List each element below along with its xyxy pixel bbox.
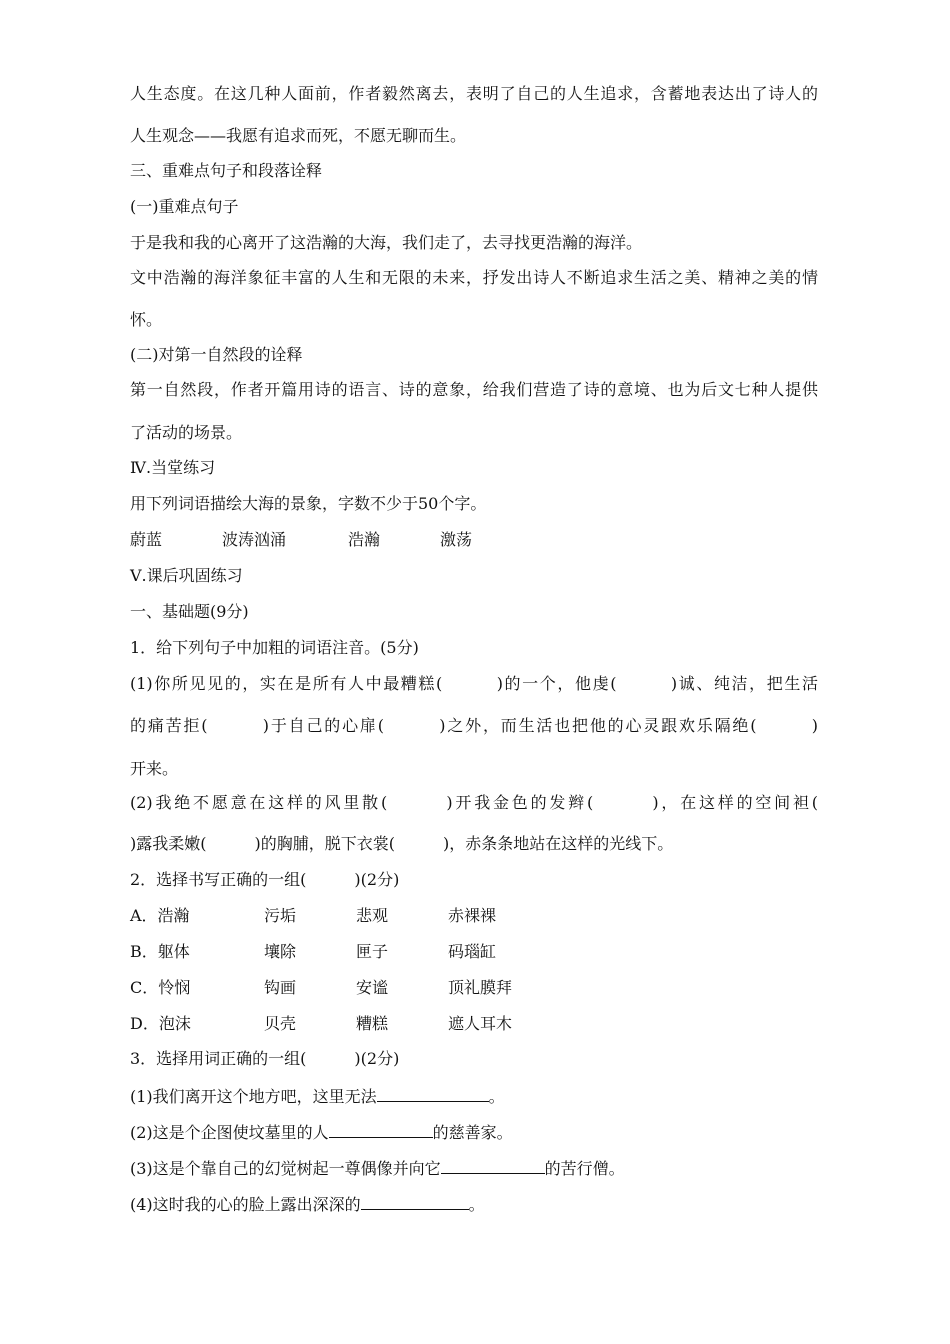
blank-prefix: (4)这时我的心的脸上露出深深的 [130,1195,361,1214]
paragraph-line: 怀。 [130,310,163,329]
question-line: (2)我绝不愿意在这样的风里散( )开我金色的发辫( )，在这样的空间袒( [130,793,818,812]
option-word: 码瑙缸 [448,942,497,961]
option-word: 糟糕 [356,1014,389,1033]
section-heading: 三、重难点句子和段落诠释 [130,161,323,180]
option-word: 匣子 [356,942,389,961]
blank-prefix: (3)这是个靠自己的幻觉树起一尊偶像并向它 [130,1159,441,1178]
exercise-task: 用下列词语描绘大海的景象，字数不少于50个字。 [130,494,487,513]
fill-blank-line [130,1157,625,1179]
option-word: 钩画 [264,978,297,997]
paragraph-line: 了活动的场景。 [130,423,243,442]
question-line: 开来。 [130,759,179,778]
option-label: C．怜悯 [130,978,191,997]
blank-suffix: 的苦行僧。 [544,1159,625,1178]
question-line: 的痛苦拒( )于自己的心扉( )之外，而生活也把他的心灵跟欢乐隔绝( ) [130,716,818,735]
fill-blank-line [130,1193,485,1215]
word-item: 蔚蓝 [130,530,163,549]
paragraph-line: 文中浩瀚的海洋象征丰富的人生和无限的未来，抒发出诗人不断追求生活之美、精神之美的情 [130,268,818,287]
key-sentence: 于是我和我的心离开了这浩瀚的大海，我们走了，去寻找更浩瀚的海洋。 [130,233,643,252]
blank-suffix: 。 [468,1195,485,1214]
question-title: 1．给下列句子中加粗的词语注音。(5分) [130,638,419,657]
blank-prefix: (1)我们离开这个地方吧，这里无法 [130,1087,377,1106]
fill-blank-line [130,1085,505,1107]
option-word: 赤裸裸 [448,906,497,925]
blank-suffix: 。 [488,1087,505,1106]
option-word: 悲观 [356,906,389,925]
blank-suffix: 的慈善家。 [432,1123,513,1142]
question-line: (1)你所见见的，实在是所有人中最糟糕( )的一个，他虔( )诚、纯洁，把生活 [130,674,818,693]
blank-prefix: (2)这是个企图使坟墓里的人 [130,1123,329,1142]
option-label: A．浩瀚 [130,906,190,925]
paragraph-line: 第一自然段，作者开篇用诗的语言、诗的意象，给我们营造了诗的意境、也为后文七种人提供 [130,380,818,399]
option-word: 安谧 [356,978,389,997]
option-label: B．躯体 [130,942,190,961]
paragraph-line: 人生观念——我愿有追求而死，不愿无聊而生。 [130,126,467,145]
option-word: 顶礼膜拜 [448,978,513,997]
answer-blank[interactable] [329,1121,433,1138]
question-line: )露我柔嫩( )的胸脯，脱下衣裳( )，赤条条地站在这样的光线下。 [130,834,674,853]
option-word: 污垢 [264,906,297,925]
subsection-heading: 一、基础题(9分) [130,602,249,621]
option-word: 贝壳 [264,1014,297,1033]
paragraph-line: 人生态度。在这几种人面前，作者毅然离去，表明了自己的人生追求，含蓄地表达出了诗人的 [130,84,818,103]
subsection-heading: (二)对第一自然段的诠释 [130,345,303,364]
fill-blank-line [130,1121,513,1143]
word-item: 激荡 [440,530,473,549]
word-item: 浩瀚 [348,530,381,549]
answer-blank[interactable] [441,1157,545,1174]
word-item: 波涛汹涌 [222,530,287,549]
question-title: 3．选择用词正确的一组( )(2分) [130,1049,400,1068]
option-label: D．泡沫 [130,1014,191,1033]
option-word: 遮人耳木 [448,1014,513,1033]
answer-blank[interactable] [377,1085,489,1102]
answer-blank[interactable] [361,1193,469,1210]
subsection-heading: (一)重难点句子 [130,197,239,216]
section-heading: Ⅳ.当堂练习 [130,458,216,477]
section-heading: Ⅴ.课后巩固练习 [130,566,243,585]
option-word: 壤除 [264,942,297,961]
question-title: 2．选择书写正确的一组( )(2分) [130,870,400,889]
